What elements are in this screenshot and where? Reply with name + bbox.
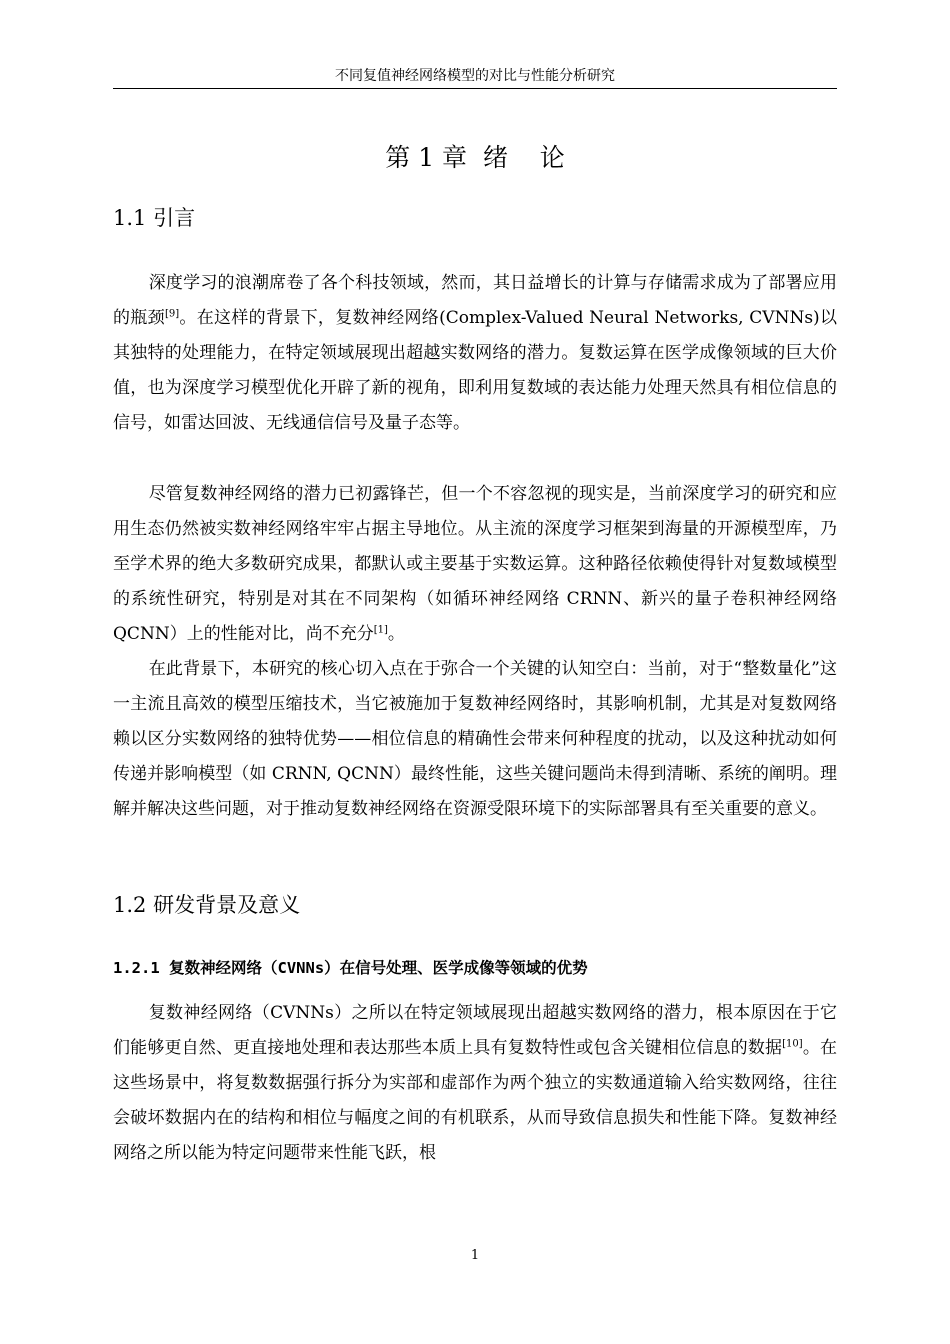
citation-1: [1]: [373, 624, 388, 636]
paragraph-4-text-b: 。在这些场景中，将复数数据强行拆分为实部和虚部作为两个独立的实数通道输入给实数网络，往往会破坏数据内在的结构和相位与幅度之间的有机联系，从而导致信息损失和性能下降。复数神经网络之所以能为特定问题带来性能飞跃，根: [113, 1038, 838, 1163]
citation-9: [9]: [164, 308, 180, 320]
paragraph-1-text-b: 。在这样的背景下，复数神经网络(Complex-Valued Neural Networks, CVNNs)以其独特的处理能力，在特定领域展现出超越实数网络的潜力。复数运算在医学成像领域的巨大价值，也为深度学习模型优化开辟了新的视角，即利用复数域的表达能力处理天然具有相位信息的信号，如雷达回波、无线通信信号及量子态等。: [113, 308, 837, 433]
section-1-2-heading: 1.2 研发背景及意义: [113, 893, 301, 917]
paragraph-1: [113, 266, 837, 441]
paragraph-1-text-a: 深度学习的浪潮席卷了各个科技领域，然而，其日益增长的计算与存储需求成为了部署应用的瓶颈: [113, 273, 837, 328]
page-number: 1: [470, 1248, 480, 1263]
paragraph-2-text-a: 尽管复数神经网络的潜力已初露锋芒，但一个不容忽视的现实是，当前深度学习的研究和应用生态仍然被实数神经网络牢牢占据主导地位。从主流的深度学习框架到海量的开源模型库，乃至学术界的绝大多数研究成果，都默认或主要基于实数运算。这种路径依赖使得针对复数域模型的系统性研究，特别是对其在不同架构（如循环神经网络 CRNN、新兴的量子卷积神经网络 QCNN）上的性能对比，尚不充分: [113, 484, 837, 644]
section-1-1-heading: 1.1 引言: [113, 206, 196, 230]
paragraph-2-text-b: 。: [387, 624, 405, 644]
paragraph-3: 在此背景下，本研究的核心切入点在于弥合一个关键的认知空白：当前，对于“整数量化”这一主流且高效的模型压缩技术，当它被施加于复数神经网络时，其影响机制，尤其是对复数网络赖以区分实数网络的独特优势——相位信息的精确性会带来何种程度的扰动，以及这种扰动如何传递并影响模型（如 CRNN, QCNN）最终性能，这些关键问题尚未得到清晰、系统的阐明。理解并解决这些问题，对于推动复数神经网络在资源受限环境下的实际部署具有至关重要的意义。: [113, 659, 837, 819]
chapter-title: [113, 140, 837, 176]
running-header: 不同复值神经网络模型的对比与性能分析研究: [335, 68, 615, 84]
paragraph-4: [113, 996, 837, 1171]
paragraph-4-text-a: 复数神经网络（CVNNs）之所以在特定领域展现出超越实数网络的潜力，根本原因在于它们能够更自然、更直接地处理和表达那些本质上具有复数特性或包含关键相位信息的数据: [113, 1003, 837, 1058]
citation-10: [10]: [782, 1038, 803, 1050]
chapter-title-text: 第 1 章 绪 论: [385, 143, 565, 172]
subsection-1-2-1-heading: 1.2.1 复数神经网络（CVNNs）在信号处理、医学成像等领域的优势: [113, 959, 588, 977]
header-rule: [113, 88, 837, 89]
paragraph-2: [113, 477, 837, 652]
